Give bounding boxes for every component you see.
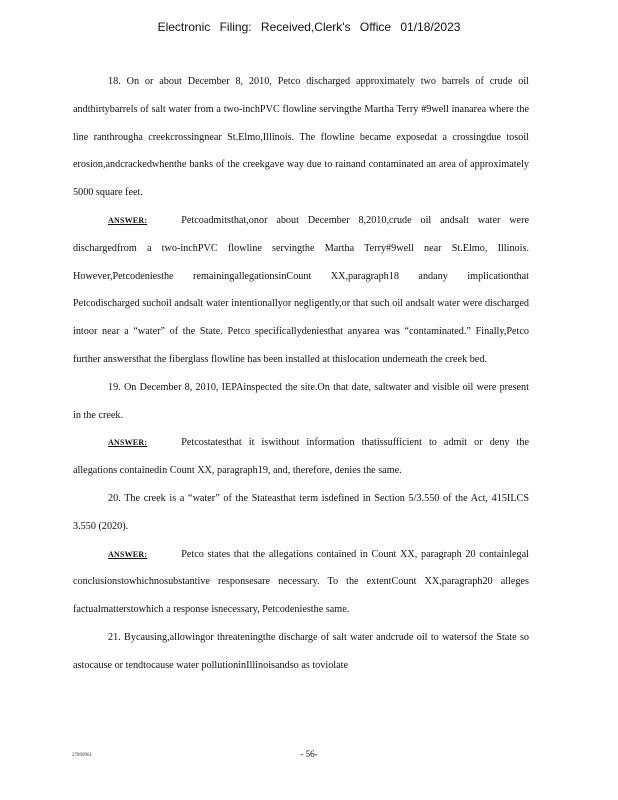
allegation-paragraph-19 <box>73 374 529 430</box>
paragraph-text: Petco states that the allegations contained in Count XX, paragraph 20 containlegal conclusionstowhichnosubstantive responsesare necessary. To the extentCount XX,paragraph20 alleges factualmatterstowhich a response isnecessary, Petcodeniesthe same. <box>73 548 529 616</box>
answer-paragraph-20 <box>73 541 529 624</box>
answer-paragraph-19 <box>73 429 529 485</box>
document-body <box>73 68 529 680</box>
paragraph-text: 19. On December 8, 2010, IEPAinspected the site.On that date, saltwater and visible oil were present in the creek. <box>73 381 529 421</box>
answer-paragraph-18 <box>73 207 529 374</box>
filing-stamp-header: Electronic Filing: Received,Clerk's Office 01/18/2023 <box>157 20 461 34</box>
document-id: 27890961 <box>72 753 92 758</box>
answer-label: ANSWER: <box>108 438 148 448</box>
paragraph-text: 21. Bycausing,allowingor threateningthe discharge of salt water andcrude oil to watersof the State so astocause or tendtocause water pollutioninIllinoisandso as toviolate <box>73 631 529 671</box>
answer-label: ANSWER: <box>108 549 148 559</box>
paragraph-text: Petcoadmitsthat,onor about December 8,2010,crude oil andsalt water were dischargedfrom a two-inchPVC flowline servingthe Martha Terry#9well near St.Elmo, Illinois. However,Petcodeniesthe remainingallegationsinCount XX,paragraph18 andany implicationthat Petcodischarged suchoil andsalt water intentionallyor negligently,or that such oil andsalt water were discharged intoor near a “water” of the State. Petco specificallydeniesthat anyarea was “contaminated.” Finally,Petco further answersthat the fiberglass flowline has been installed at thislocation underneath the creek bed. <box>73 214 529 365</box>
allegation-paragraph-20 <box>73 485 529 541</box>
paragraph-text: Petcostatesthat it iswithout information thatissufficient to admit or deny the allegations containedin Count XX, paragraph19, and, therefore, denies the same. <box>73 437 529 477</box>
page-number: - 56- <box>300 749 318 759</box>
allegation-paragraph-18 <box>73 68 529 207</box>
paragraph-text: 18. On or about December 8, 2010, Petco discharged approximately two barrels of crude oil andthirtybarrels of salt water from a two-inchPVC flowline servingthe Martha Terry #9well inanarea where the line ranthrougha creekcrossingnear St.Elmo,Illinois. The flowline became exposedat a crossingdue tosoil erosion,andcrackedwhenthe banks of the creekgave way due to rainand contaminated an area of approximately 5000 square feet. <box>73 76 529 199</box>
allegation-paragraph-21 <box>73 624 529 680</box>
answer-label: ANSWER: <box>108 215 148 225</box>
paragraph-text: 20. The creek is a “water” of the Stateasthat term isdefined in Section 5/3.550 of the Act, 415ILCS 3.550 (2020). <box>73 492 529 532</box>
